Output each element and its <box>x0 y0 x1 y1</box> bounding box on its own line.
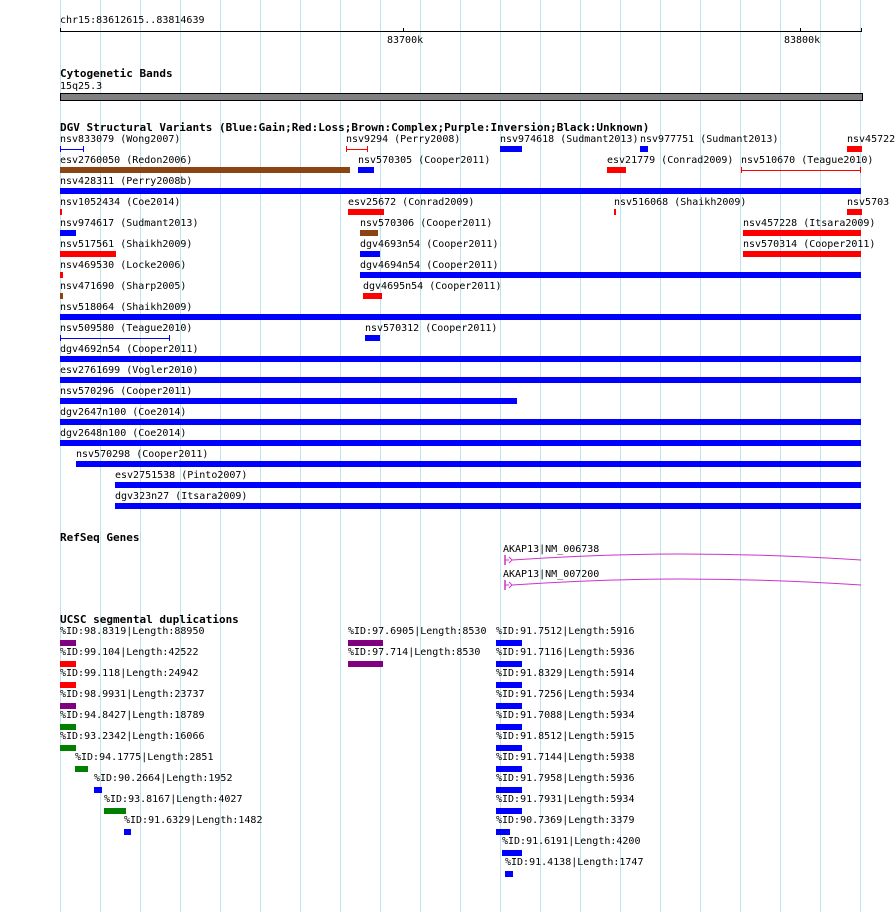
segdup-feature-label[interactable]: %ID:90.7369|Length:3379 <box>496 815 635 826</box>
dgv-feature-bar[interactable] <box>346 149 368 150</box>
dgv-feature-label[interactable]: dgv4694n54 (Cooper2011) <box>360 260 499 271</box>
segdup-feature-label[interactable]: %ID:94.8427|Length:18789 <box>60 710 205 721</box>
dgv-feature-bar[interactable] <box>360 272 861 278</box>
dgv-feature-label[interactable]: nsv517561 (Shaikh2009) <box>60 239 193 250</box>
dgv-feature-label[interactable]: nsv570298 (Cooper2011) <box>76 449 209 460</box>
ruler-tick-label: 83800k <box>784 35 821 46</box>
segdup-feature-bar[interactable] <box>496 808 522 814</box>
dgv-feature-bar[interactable] <box>358 167 374 173</box>
segdup-feature-label[interactable]: %ID:91.7144|Length:5938 <box>496 752 635 763</box>
dgv-feature-label[interactable]: dgv2648n100 (Coe2014) <box>60 428 187 439</box>
dgv-feature-label[interactable]: dgv4695n54 (Cooper2011) <box>363 281 502 292</box>
dgv-feature-end-tick <box>83 146 84 152</box>
segdup-feature-label[interactable]: %ID:91.7931|Length:5934 <box>496 794 635 805</box>
segdup-feature-label[interactable]: %ID:91.6191|Length:4200 <box>502 836 641 847</box>
segdup-feature-bar[interactable] <box>502 850 522 856</box>
ruler-tick <box>403 28 404 32</box>
dgv-feature-label[interactable]: dgv4692n54 (Cooper2011) <box>60 344 199 355</box>
segdup-feature-bar[interactable] <box>60 661 76 667</box>
dgv-feature-label[interactable]: esv21779 (Conrad2009) <box>607 155 734 166</box>
dgv-feature-bar[interactable] <box>60 230 76 236</box>
segdup-feature-label[interactable]: %ID:91.6329|Length:1482 <box>124 815 263 826</box>
dgv-feature-bar[interactable] <box>60 251 116 257</box>
grid-line <box>820 0 821 912</box>
segdup-feature-bar[interactable] <box>496 829 510 835</box>
grid-line <box>340 0 341 912</box>
grid-line <box>300 0 301 912</box>
ruler-tick <box>861 28 862 32</box>
segdup-feature-label[interactable]: %ID:91.7088|Length:5934 <box>496 710 635 721</box>
dgv-feature-end-tick <box>741 167 742 173</box>
dgv-feature-end-tick <box>169 335 170 341</box>
dgv-feature-label[interactable]: nsv45722 <box>847 134 895 145</box>
segdup-feature-bar[interactable] <box>496 745 522 751</box>
dgv-feature-bar[interactable] <box>60 167 350 173</box>
segdup-feature-label[interactable]: %ID:91.7958|Length:5936 <box>496 773 635 784</box>
dgv-feature-label[interactable]: nsv570306 (Cooper2011) <box>360 218 493 229</box>
dgv-feature-bar[interactable] <box>360 251 380 257</box>
segdup-feature-bar[interactable] <box>496 766 522 772</box>
dgv-feature-bar[interactable] <box>60 293 63 299</box>
segdup-feature-bar[interactable] <box>60 745 76 751</box>
segdup-feature-bar[interactable] <box>94 787 102 793</box>
dgv-track-title[interactable]: DGV Structural Variants (Blue:Gain;Red:Loss;Brown:Complex;Purple:Inversion;Black:Unknown) <box>60 121 650 134</box>
dgv-feature-label[interactable]: nsv469530 (Locke2006) <box>60 260 187 271</box>
dgv-feature-bar[interactable] <box>60 377 861 383</box>
dgv-feature-label[interactable]: nsv9294 (Perry2008) <box>346 134 461 145</box>
grid-line <box>260 0 261 912</box>
dgv-feature-label[interactable]: nsv516068 (Shaikh2009) <box>614 197 747 208</box>
dgv-feature-bar[interactable] <box>60 209 62 215</box>
dgv-feature-label[interactable]: dgv2647n100 (Coe2014) <box>60 407 187 418</box>
dgv-feature-bar[interactable] <box>365 335 380 341</box>
segdup-feature-bar[interactable] <box>496 640 522 646</box>
segdup-feature-label[interactable]: %ID:94.1775|Length:2851 <box>75 752 214 763</box>
dgv-feature-bar[interactable] <box>500 146 522 152</box>
dgv-feature-bar[interactable] <box>607 167 626 173</box>
refseq-track-title[interactable]: RefSeq Genes <box>60 531 140 544</box>
segdup-feature-label[interactable]: %ID:91.7116|Length:5936 <box>496 647 635 658</box>
dgv-feature-label[interactable]: nsv974617 (Sudmant2013) <box>60 218 199 229</box>
dgv-feature-bar[interactable] <box>348 209 384 215</box>
dgv-feature-bar[interactable] <box>363 293 382 299</box>
dgv-feature-bar[interactable] <box>847 209 862 215</box>
dgv-feature-end-tick <box>860 167 861 173</box>
segdup-feature-bar[interactable] <box>496 661 522 667</box>
dgv-feature-bar[interactable] <box>360 230 378 236</box>
segdup-feature-label[interactable]: %ID:97.6905|Length:8530 <box>348 626 487 637</box>
segdup-feature-bar[interactable] <box>75 766 88 772</box>
segdup-feature-bar[interactable] <box>496 787 522 793</box>
dgv-feature-label[interactable]: esv25672 (Conrad2009) <box>348 197 475 208</box>
gene-intron-line <box>512 579 861 585</box>
segdup-feature-label[interactable]: %ID:98.8319|Length:88950 <box>60 626 205 637</box>
segdup-feature-label[interactable]: %ID:99.104|Length:42522 <box>60 647 199 658</box>
dgv-feature-bar[interactable] <box>60 419 861 425</box>
ruler-tick-label: 83700k <box>387 35 424 46</box>
segdup-feature-label[interactable]: %ID:93.2342|Length:16066 <box>60 731 205 742</box>
dgv-feature-end-tick <box>346 146 347 152</box>
dgv-feature-bar[interactable] <box>60 440 861 446</box>
dgv-feature-label[interactable]: nsv833079 (Wong2007) <box>60 134 181 145</box>
dgv-feature-label[interactable]: dgv323n27 (Itsara2009) <box>115 491 248 502</box>
dgv-feature-label[interactable]: nsv570312 (Cooper2011) <box>365 323 498 334</box>
segdup-track-title[interactable]: UCSC segmental duplications <box>60 613 239 626</box>
cyto-band[interactable] <box>60 93 863 101</box>
dgv-feature-bar[interactable] <box>115 503 861 509</box>
segdup-feature-label[interactable]: %ID:97.714|Length:8530 <box>348 647 481 658</box>
dgv-feature-label[interactable]: nsv570314 (Cooper2011) <box>743 239 876 250</box>
dgv-feature-bar[interactable] <box>60 272 63 278</box>
refseq-gene-model[interactable] <box>500 552 862 568</box>
segdup-feature-label[interactable]: %ID:91.8512|Length:5915 <box>496 731 635 742</box>
refseq-gene-label[interactable]: AKAP13|NM_006738 <box>503 544 600 555</box>
segdup-feature-label[interactable]: %ID:91.7512|Length:5916 <box>496 626 635 637</box>
dgv-feature-label[interactable]: esv2761699 (Vogler2010) <box>60 365 199 376</box>
gene-strand-arrow <box>505 557 512 563</box>
dgv-feature-bar[interactable] <box>115 482 861 488</box>
segdup-feature-bar[interactable] <box>60 682 76 688</box>
gene-strand-arrow <box>505 582 512 588</box>
dgv-feature-label[interactable]: nsv509580 (Teague2010) <box>60 323 193 334</box>
gene-intron-line <box>512 554 861 560</box>
segdup-feature-bar[interactable] <box>496 724 522 730</box>
dgv-feature-bar[interactable] <box>60 149 84 150</box>
dgv-feature-bar[interactable] <box>614 209 616 215</box>
segdup-feature-bar[interactable] <box>124 829 131 835</box>
cyto-track-title[interactable]: Cytogenetic Bands <box>60 67 173 80</box>
segdup-feature-label[interactable]: %ID:98.9931|Length:23737 <box>60 689 205 700</box>
segdup-feature-bar[interactable] <box>104 808 126 814</box>
segdup-feature-label[interactable]: %ID:99.118|Length:24942 <box>60 668 199 679</box>
dgv-feature-bar[interactable] <box>60 356 861 362</box>
dgv-feature-bar[interactable] <box>76 461 861 467</box>
cyto-band-label: 15q25.3 <box>60 81 103 92</box>
ruler-tick <box>60 28 61 32</box>
segdup-feature-bar[interactable] <box>60 724 76 730</box>
dgv-feature-bar[interactable] <box>743 230 861 236</box>
dgv-feature-label[interactable]: nsv1052434 (Coe2014) <box>60 197 181 208</box>
dgv-feature-label[interactable]: dgv4693n54 (Cooper2011) <box>360 239 499 250</box>
dgv-feature-end-tick <box>60 335 61 341</box>
segdup-feature-label[interactable]: %ID:93.8167|Length:4027 <box>104 794 243 805</box>
dgv-feature-label[interactable]: nsv570296 (Cooper2011) <box>60 386 193 397</box>
ruler-range: chr15:83612615..83814639 <box>60 15 205 26</box>
dgv-feature-label[interactable]: nsv974618 (Sudmant2013) <box>500 134 639 145</box>
dgv-feature-label[interactable]: nsv977751 (Sudmant2013) <box>640 134 779 145</box>
segdup-feature-bar[interactable] <box>496 682 522 688</box>
segdup-feature-bar[interactable] <box>496 703 522 709</box>
dgv-feature-label[interactable]: nsv457228 (Itsara2009) <box>743 218 876 229</box>
segdup-feature-bar[interactable] <box>348 640 383 646</box>
dgv-feature-bar[interactable] <box>60 338 170 339</box>
dgv-feature-bar[interactable] <box>741 170 861 171</box>
dgv-feature-end-tick <box>367 146 368 152</box>
dgv-feature-label[interactable]: nsv5703 <box>847 197 890 208</box>
segdup-feature-bar[interactable] <box>348 661 383 667</box>
dgv-feature-bar[interactable] <box>743 251 861 257</box>
dgv-feature-label[interactable]: nsv471690 (Sharp2005) <box>60 281 187 292</box>
segdup-feature-bar[interactable] <box>60 703 76 709</box>
dgv-feature-bar[interactable] <box>640 146 648 152</box>
dgv-feature-label[interactable]: nsv510670 (Teague2010) <box>741 155 874 166</box>
dgv-feature-label[interactable]: nsv570305 (Cooper2011) <box>358 155 491 166</box>
segdup-feature-label[interactable]: %ID:90.2664|Length:1952 <box>94 773 233 784</box>
refseq-gene-label[interactable]: AKAP13|NM_007200 <box>503 569 600 580</box>
segdup-feature-bar[interactable] <box>505 871 513 877</box>
segdup-feature-label[interactable]: %ID:91.7256|Length:5934 <box>496 689 635 700</box>
dgv-feature-label[interactable]: nsv428311 (Perry2008b) <box>60 176 193 187</box>
segdup-feature-label[interactable]: %ID:91.8329|Length:5914 <box>496 668 635 679</box>
dgv-feature-bar[interactable] <box>60 398 517 404</box>
dgv-feature-label[interactable]: nsv518064 (Shaikh2009) <box>60 302 193 313</box>
segdup-feature-bar[interactable] <box>60 640 76 646</box>
dgv-feature-label[interactable]: esv2751538 (Pinto2007) <box>115 470 248 481</box>
grid-line <box>780 0 781 912</box>
ruler-tick <box>800 28 801 32</box>
segdup-feature-label[interactable]: %ID:91.4138|Length:1747 <box>505 857 644 868</box>
ruler-axis <box>60 31 861 32</box>
dgv-feature-bar[interactable] <box>847 146 862 152</box>
dgv-feature-bar[interactable] <box>60 188 861 194</box>
dgv-feature-bar[interactable] <box>60 314 861 320</box>
refseq-gene-model[interactable] <box>500 577 862 593</box>
dgv-feature-label[interactable]: esv2760050 (Redon2006) <box>60 155 193 166</box>
dgv-feature-end-tick <box>60 146 61 152</box>
